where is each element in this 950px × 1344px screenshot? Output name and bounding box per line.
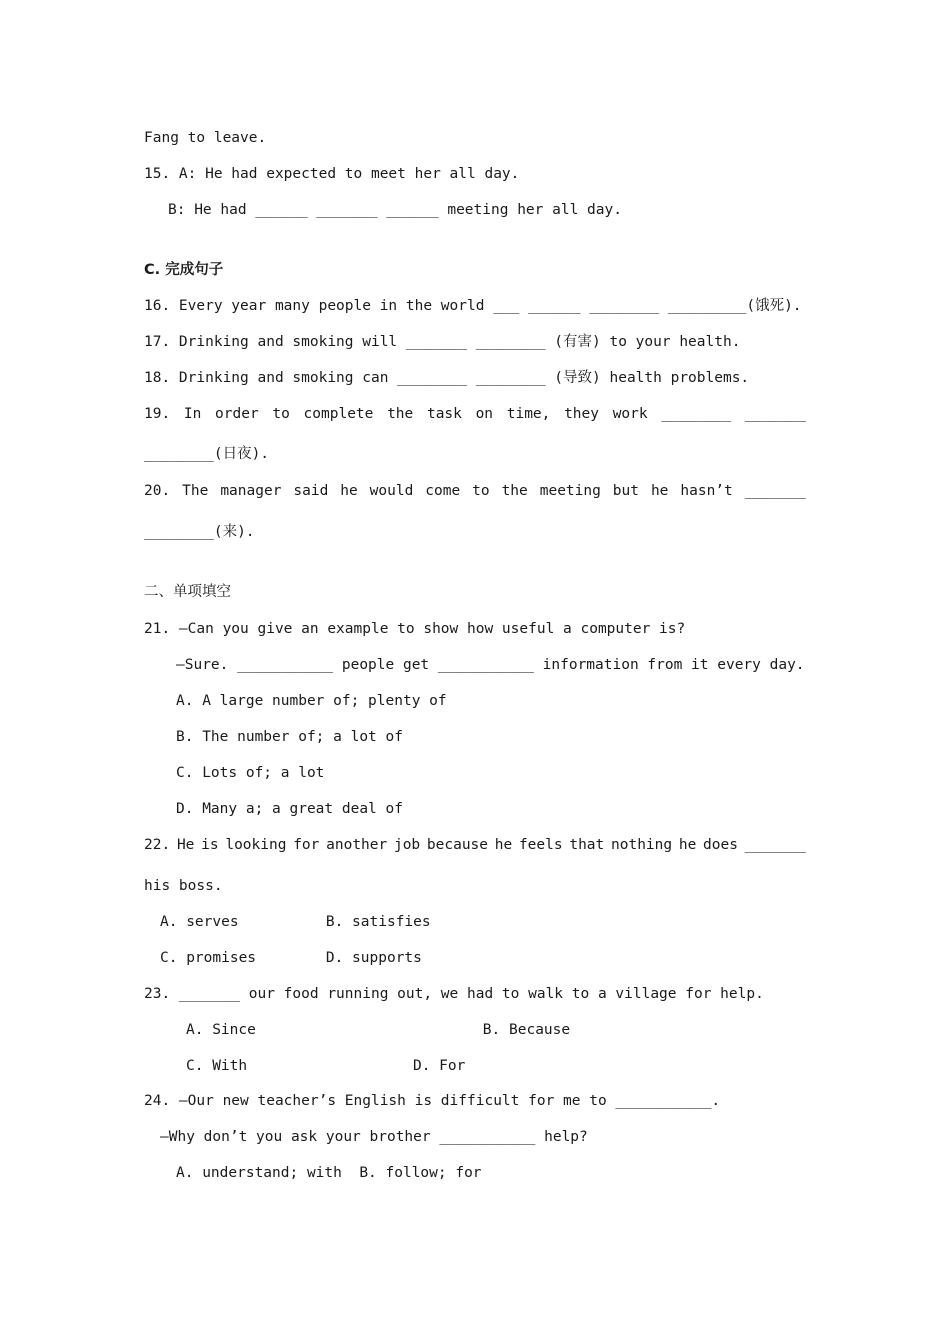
options-22-cd: C. promises D. supports [160,950,422,966]
question-22-cont: his boss. [144,878,223,894]
section-heading-c: C. 完成句子 [144,262,224,278]
question-21-reply: —Sure. ___________ people get ___________ information from it every day. [176,657,805,673]
option-21-c: C. Lots of; a lot [176,765,325,781]
question-15: 15. A: He had expected to meet her all day. [144,166,520,182]
question-23: 23. _______ our food running out, we had to walk to a village for help. [144,986,764,1002]
text-line: Fang to leave. [144,130,267,146]
option-21-a: A. A large number of; plenty of [176,693,447,709]
question-24-reply: —Why don’t you ask your brother ___________ help? [160,1129,588,1145]
question-19-cont: ________(日夜). [144,446,270,462]
options-22-ab: A. serves B. satisfies [160,914,431,930]
question-19: 19. In order to complete the task on time, they work ________ _______ [144,406,806,422]
question-18: 18. Drinking and smoking can ________ ________ (导致) health problems. [144,370,750,386]
question-16: 16. Every year many people in the world ___ ______ ________ _________(饿死). [144,298,802,314]
options-23-ab: A. Since B. Because [186,1022,571,1038]
question-15-answer: B: He had ______ _______ ______ meeting her all day. [168,202,622,218]
options-24-ab: A. understand; with B. follow; for [176,1165,482,1181]
question-20-cont: ________(来). [144,524,255,540]
question-20: 20. The manager said he would come to the meeting but he hasn’t _______ [144,483,806,499]
question-22: 22. He is looking for another job because he feels that nothing he does _______ [144,837,806,853]
options-23-cd: C. With D. For [186,1058,466,1074]
question-24: 24. —Our new teacher’s English is difficult for me to ___________. [144,1093,721,1109]
question-17: 17. Drinking and smoking will _______ ________ (有害) to your health. [144,334,741,350]
section-heading-2: 二、单项填空 [144,584,231,600]
option-21-d: D. Many a; a great deal of [176,801,403,817]
question-21: 21. —Can you give an example to show how useful a computer is? [144,621,686,637]
option-21-b: B. The number of; a lot of [176,729,403,745]
